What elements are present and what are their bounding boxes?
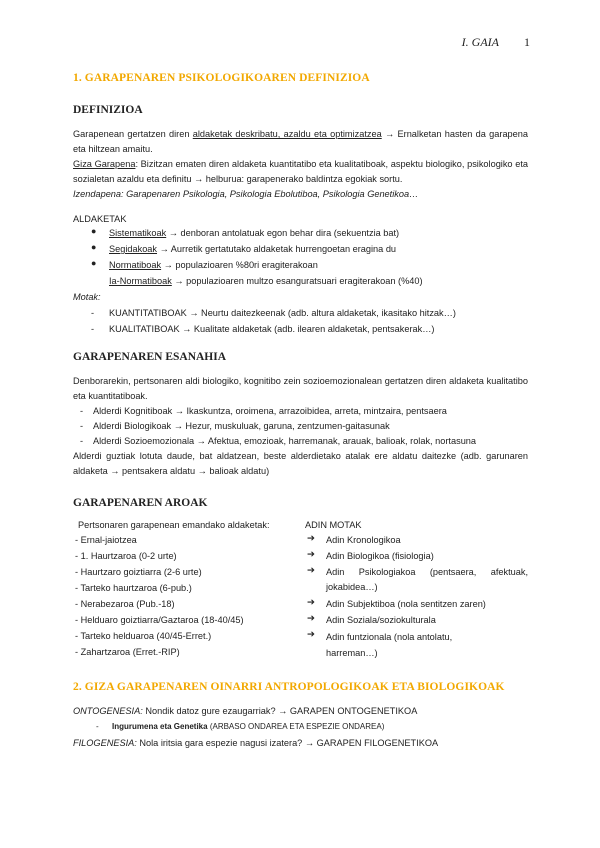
section1-title: 1. GARAPENAREN PSIKOLOGIKOAREN DEFINIZIOA — [73, 72, 370, 84]
aroak-left-item: - Zahartzaroa (Erret.-RIP) — [75, 647, 180, 657]
arrow-right-icon: ➔ — [307, 597, 315, 608]
dash: - — [91, 308, 95, 318]
esanahia-item-1: Alderdi Kognitiboak → Ikaskuntza, oroimena, arrazoibidea, arreta, mintzaira, pentsaera — [93, 406, 447, 416]
arrow-right-icon: ➔ — [307, 613, 315, 624]
dash: - — [91, 324, 95, 334]
motak-item-1: KUANTITATIBOAK → Neurtu daitezkeenak (adb. altura aldaketak, ikasitako hitzak…) — [109, 308, 456, 318]
aroak-left-item: - 1. Haurtzaroa (0-2 urte) — [75, 551, 177, 561]
arrow-right-icon: ➔ — [307, 549, 315, 560]
definizioa-paragraph-3: Izendapena: Garapenaren Psikologia, Psikologia Ebolutiboa, Psikologia Genetikoa… — [73, 189, 419, 199]
aroak-left-item: - Tarteko helduaroa (40/45-Erret.) — [75, 631, 212, 641]
aroak-right-item: Adin Soziala/soziokulturala — [326, 615, 436, 625]
definizioa-paragraph-1: Garapenean gertatzen diren aldaketak deskribatu, azaldu eta optimizatzea → Ernalketan hasten da garapena eta hiltzean amaitu. — [73, 129, 528, 154]
bullet-icon: ● — [91, 258, 97, 268]
bullet-icon: ● — [91, 242, 97, 252]
esanahia-intro: Denborarekin, pertsonaren aldi biologiko, kognitibo zein sozioemozionalean gertatzen diren aldaketa kualitatibo eta kuantitatiboak. — [73, 376, 528, 401]
esanahia-outro: Alderdi guztiak lotuta daude, bat aldatzean, beste alderdietako atalak ere aldatu daitezke (adb. garunaren aldaketa → pentsakera aldatu → balioak aldatu) — [73, 451, 528, 476]
dash: - — [96, 722, 99, 731]
page-number: 1 — [524, 35, 530, 49]
esanahia-item-3: Alderdi Sozioemozionala → Afektua, emozioak, harremanak, arauak, balioak, rolak, nortasuna — [93, 436, 477, 446]
motak-item-2: KUALITATIBOAK → Kualitate aldaketak (adb. ilearen aldaketak, pentsakerak…) — [109, 324, 435, 334]
bullet-icon: ● — [91, 226, 97, 236]
arrow-right-icon: ➔ — [307, 533, 315, 544]
aroak-right-item: Adin Biologikoa (fisiologia) — [326, 551, 434, 561]
page-header — [462, 35, 530, 50]
aroak-title: GARAPENAREN AROAK — [73, 497, 208, 509]
ingurumena-line: Ingurumena eta Genetika (ARBASO ONDAREA ETA ESPEZIE ONDAREA) — [112, 722, 385, 731]
aroak-left-header: Pertsonaren garapenean emandako aldaketak: — [78, 520, 270, 530]
dash: - — [80, 421, 84, 431]
motak-label: Motak: — [73, 292, 101, 302]
definizioa-paragraph-2: Giza Garapena: Bizitzan ematen diren aldaketa kuantitatibo eta kualitatiboak, aspektu biologiko, psikologiko eta sozialetan azaldu eta definitu → helburua: garapenerako baldintza egokiak sortu. — [73, 159, 528, 184]
aldaketak-item-2: Segidakoak → Aurretik gertatutako aldaketak hurrengoetan eragina du — [109, 244, 397, 254]
aroak-right-item: Adin funtzionala (nola antolatu, harreman…) — [326, 632, 453, 658]
aroak-left-item: - Ernal-jaiotzea — [75, 535, 137, 545]
underlined-term: aldaketak deskribatu, azaldu eta optimizatzea — [192, 129, 382, 139]
arrow-right-icon: ➔ — [307, 565, 315, 576]
aroak-right-item: Adin Psikologiakoa (pentsaera, afektuak, jokabidea…) — [326, 567, 528, 592]
aldaketak-label: ALDAKETAK — [73, 214, 127, 224]
definizioa-title: DEFINIZIOA — [73, 104, 143, 116]
aroak-right-header: ADIN MOTAK — [305, 520, 362, 530]
aroak-left-item: - Nerabezaroa (Pub.-18) — [75, 599, 175, 609]
aroak-left-item: - Tarteko haurtzaroa (6-pub.) — [75, 583, 192, 593]
aroak-right-item: Adin Kronologikoa — [326, 535, 401, 545]
aldaketak-item-1: Sistematikoak → denboran antolatuak egon behar dira (sekuentzia bat) — [109, 228, 400, 238]
dash: - — [80, 436, 84, 446]
esanahia-title: GARAPENAREN ESANAHIA — [73, 351, 227, 363]
esanahia-item-2: Alderdi Biologikoak → Hezur, muskuluak, garuna, zentzumen-gaitasunak — [93, 421, 390, 431]
ontogenesia-line: ONTOGENESIA: Nondik datoz gure ezaugarriak? → GARAPEN ONTOGENETIKOA — [73, 706, 418, 716]
aroak-left-item: - Helduaro goiztiarra/Gaztaroa (18-40/45) — [75, 615, 244, 625]
dash: - — [80, 406, 84, 416]
aldaketak-item-3: Normatiboak → populazioaren %80ri eragiterakoan — [109, 260, 318, 270]
aroak-right-item: Adin Subjektiboa (nola sentitzen zaren) — [326, 599, 486, 609]
underlined-term: Giza Garapena — [73, 159, 136, 169]
aroak-left-item: - Haurtzaro goiztiarra (2-6 urte) — [75, 567, 202, 577]
filogenesia-line: FILOGENESIA: Nola iritsia gara espezie nagusi izatera? → GARAPEN FILOGENETIKOA — [73, 738, 439, 748]
section2-title: 2. GIZA GARAPENAREN OINARRI ANTROPOLOGIKOAK ETA BIOLOGIKOAK — [73, 681, 505, 693]
chapter-label: I. GAIA — [461, 35, 499, 49]
arrow-right-icon: ➔ — [307, 629, 315, 640]
aldaketak-item-4: Ia-Normatiboak → populazioaren multzo esanguratsuari eragiterakoan (%40) — [109, 276, 423, 286]
